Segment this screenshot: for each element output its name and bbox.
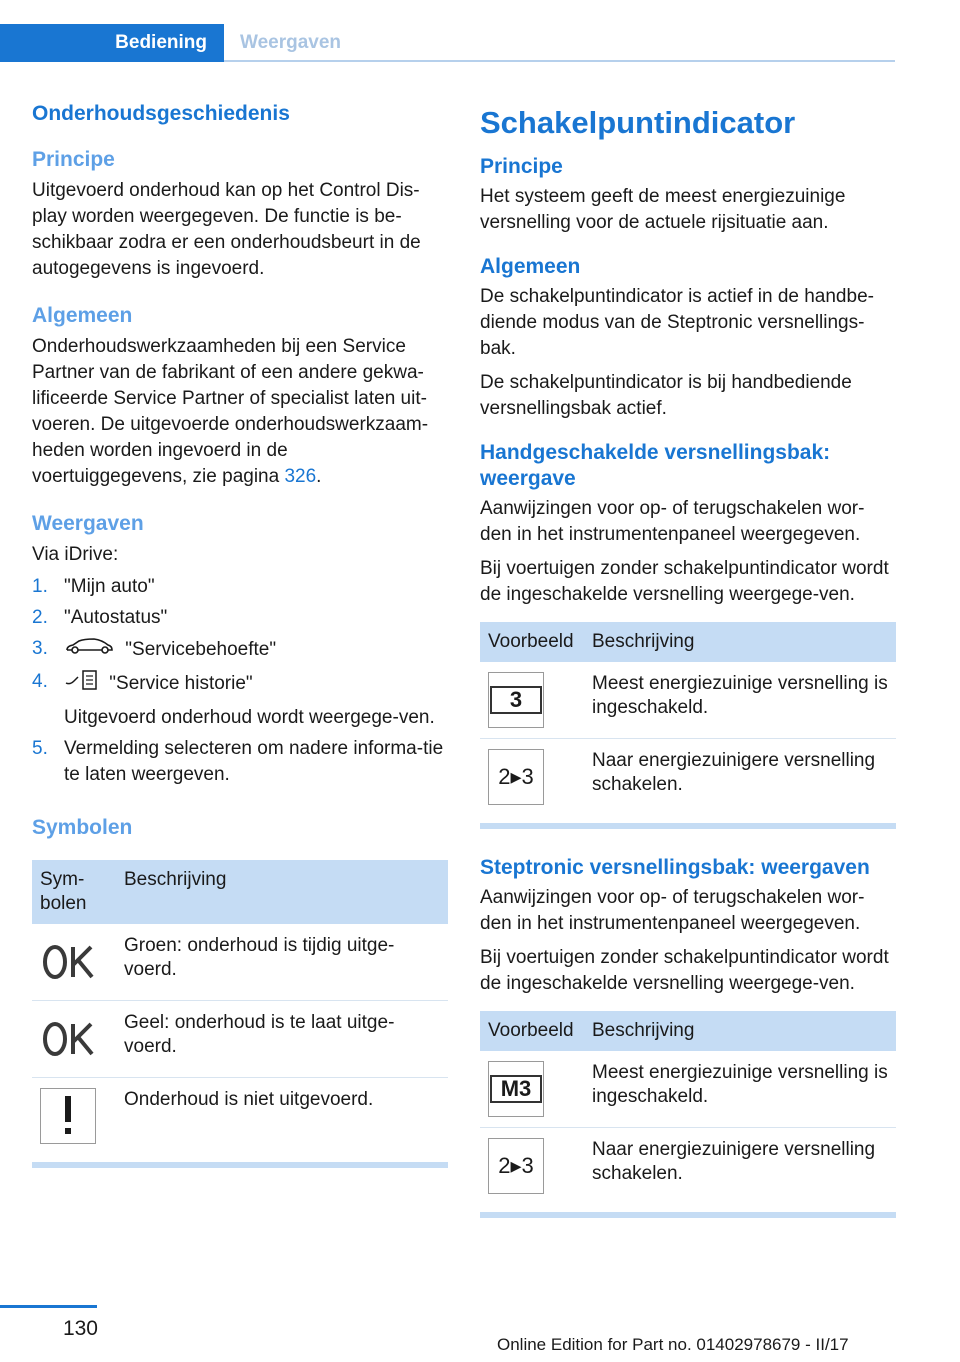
heading-symbolen: Symbolen <box>32 816 133 839</box>
step-number: 5. <box>32 738 48 759</box>
table-header-example: Voorbeeld <box>480 622 584 662</box>
table-row <box>32 924 448 1001</box>
step-number: 1. <box>32 576 48 597</box>
gear-table-manual <box>480 622 896 815</box>
table-cell-description: Groen: onderhoud is tijdig uitge-voerd. <box>116 924 448 1001</box>
car-icon <box>64 636 114 664</box>
step-text: "Service historie" <box>109 673 253 695</box>
heading-principe: Principe <box>32 148 115 171</box>
heading-steptronic: Steptronic versnellingsbak: weergaven <box>480 856 870 879</box>
step-number: 4. <box>32 671 48 692</box>
page-link[interactable]: 326 <box>284 466 317 487</box>
heading-weergaven: Weergaven <box>32 512 144 535</box>
heading-algemeen-right: Algemeen <box>480 255 581 278</box>
tab-bediening[interactable]: Bediening <box>0 24 224 62</box>
principe-text: Uitgevoerd onderhoud kan op het Control Dis-play worden weergegeven. De functie is be-schikbaar zodra er een onderhoudsbeurt in de autogegevens is ingevoerd. <box>32 180 421 279</box>
gear-table-steptronic <box>480 1011 896 1204</box>
table-cell-symbol <box>32 1078 116 1155</box>
weergaven-intro: Via iDrive: <box>32 544 119 565</box>
hand-text1: Aanwijzingen voor op- of terugschakelen wor-den in het instrumentenpaneel weergegeven. <box>480 498 865 545</box>
step-number: 3. <box>32 638 48 659</box>
step-item <box>32 636 448 664</box>
gear-value: 3 <box>490 686 542 714</box>
edition-note: Online Edition for Part no. 01402978679 - II/17 <box>497 1335 849 1354</box>
table-row <box>480 739 896 816</box>
table-header-row <box>32 860 448 924</box>
ok-yellow-icon <box>40 1011 96 1067</box>
table-end-rule <box>480 1212 896 1218</box>
step-number: 2. <box>32 607 48 628</box>
shift-up-display-icon <box>488 749 544 805</box>
service-history-icon <box>64 669 98 699</box>
table-header-symbol: Sym-bolen <box>32 860 116 924</box>
shift-up-display-icon <box>488 1138 544 1194</box>
idrive-steps <box>32 574 448 788</box>
step-item <box>32 605 448 631</box>
table-header-description: Beschrijving <box>584 1011 896 1051</box>
heading-principe-right: Principe <box>480 155 563 178</box>
heading-handgeschakeld: Handgeschakelde versnellingsbak: weergave <box>480 441 831 490</box>
section-title-onderhoudsgeschiedenis: Onderhoudsgeschiedenis <box>32 102 290 125</box>
table-cell-symbol <box>32 924 116 1001</box>
hand-text2: Bij voertuigen zonder schakelpuntindicator wordt de ingeschakelde versnelling weergege-ven. <box>480 558 889 605</box>
right-column <box>480 96 896 1218</box>
exclamation-icon <box>40 1088 96 1144</box>
table-cell-description: Onderhoud is niet uitgevoerd. <box>124 1089 374 1110</box>
manual-mode-gear-icon <box>488 1061 544 1117</box>
table-cell-example <box>480 1128 584 1205</box>
table-header-example: Voorbeeld <box>480 1011 584 1051</box>
tab-weergaven[interactable]: Weergaven <box>240 32 342 53</box>
table-header-description: Beschrijving <box>584 622 896 662</box>
table-cell-symbol <box>32 1001 116 1078</box>
table-cell-description: Meest energiezuinige versnelling is ingeschakeld. <box>584 662 896 739</box>
step-subtext: Uitgevoerd onderhoud wordt weergege-ven. <box>64 707 435 728</box>
table-row <box>480 1051 896 1128</box>
page-number: 130 <box>62 1317 98 1340</box>
table-end-rule <box>32 1162 448 1168</box>
step-text: Vermelding selecteren om nadere informa-tie te laten weergeven. <box>64 738 444 785</box>
algemeen-text2-right: De schakelpuntindicator is bij handbediende versnellingsbak actief. <box>480 372 852 419</box>
table-cell-description: Naar energiezuinigere versnelling schakelen. <box>592 750 876 795</box>
symbol-table <box>32 860 448 1154</box>
header-tabs <box>0 24 895 62</box>
algemeen-body: Onderhoudswerkzaamheden bij een Service Partner van de fabrikant of een andere gekwa-lificeerde Service Partner of specialist laten uit-voeren. De uitgevoerde onderhoudswerkzaam-heden worden ingevoerd in de voertuiggegevens, zie pagina <box>32 336 429 487</box>
algemeen-text1-right: De schakelpuntindicator is actief in de handbe-diende modus van de Steptronic versnellings-bak. <box>480 286 874 359</box>
table-cell-example <box>480 739 584 816</box>
step-item <box>32 669 448 731</box>
footer-rule <box>0 1305 97 1308</box>
table-cell-example <box>480 662 584 739</box>
table-header-row <box>480 1011 896 1051</box>
table-header-row <box>480 622 896 662</box>
table-row <box>32 1078 448 1155</box>
step-text: "Servicebehoefte" <box>125 639 277 661</box>
step-text2: Bij voertuigen zonder schakelpuntindicator wordt de ingeschakelde versnelling weergege-ven. <box>480 947 889 994</box>
table-header-description: Beschrijving <box>116 860 448 924</box>
step-item <box>32 736 448 788</box>
algemeen-end: . <box>316 466 322 487</box>
step-text: "Mijn auto" <box>64 576 155 597</box>
step-item <box>32 574 448 600</box>
step-text1: Aanwijzingen voor op- of terugschakelen wor-den in het instrumentenpaneel weergegeven. <box>480 887 865 934</box>
table-row <box>480 1128 896 1205</box>
table-row <box>480 662 896 739</box>
left-column <box>32 96 448 1168</box>
section-title-schakelpuntindicator: Schakelpuntindicator <box>480 105 796 140</box>
ok-green-icon <box>40 934 96 990</box>
gear-display-icon <box>488 672 544 728</box>
heading-algemeen: Algemeen <box>32 304 133 327</box>
gear-shift-value: 2▸3 <box>498 1153 534 1178</box>
table-row <box>32 1001 448 1078</box>
algemeen-text <box>32 334 448 490</box>
table-cell-description: Meest energiezuinige versnelling is ingeschakeld. <box>584 1051 896 1128</box>
table-end-rule <box>480 823 896 829</box>
table-cell-example <box>480 1051 584 1128</box>
table-cell-description: Naar energiezuinigere versnelling schakelen. <box>592 1139 876 1184</box>
principe-text-right: Het systeem geeft de meest energiezuinige versnelling voor de actuele rijsituatie aan. <box>480 186 846 233</box>
gear-value: M3 <box>490 1075 542 1103</box>
step-text: "Autostatus" <box>64 607 168 628</box>
gear-shift-value: 2▸3 <box>498 764 534 789</box>
table-cell-description: Geel: onderhoud is te laat uitge-voerd. <box>116 1001 448 1078</box>
